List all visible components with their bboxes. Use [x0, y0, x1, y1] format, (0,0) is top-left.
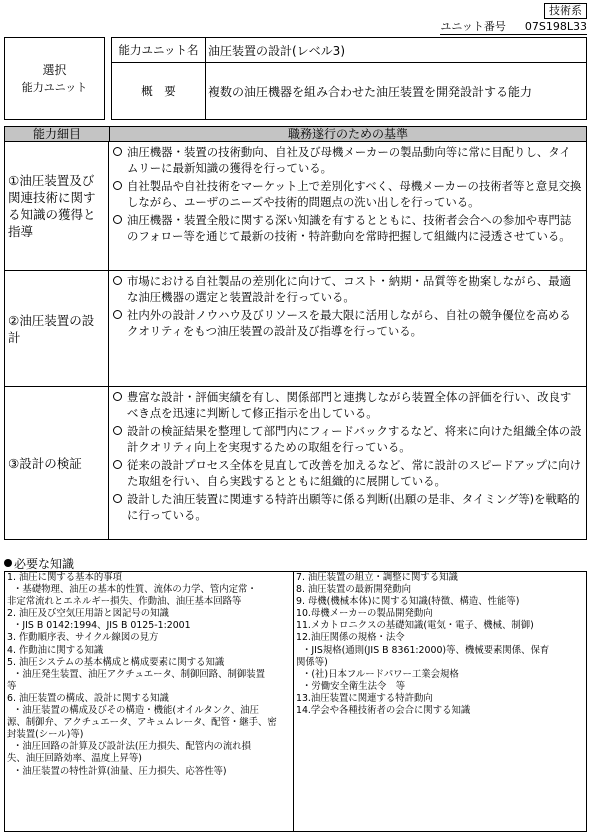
criterion-item: [110, 273, 582, 305]
knowledge-line: ・JIS B 0142:1994、JIS B 0125-1:2001: [13, 620, 191, 632]
skill-row-3: [5, 387, 586, 539]
unit-number-underline: [440, 34, 587, 35]
knowledge-line: 封装置(シール)等): [7, 729, 84, 741]
knowledge-line: 源、制御弁、アクチュエータ、アキュムレータ、配管・継手、密: [7, 717, 277, 729]
skill-criteria-list: [110, 389, 582, 525]
knowledge-line: 9. 母機(機械本体)に関する知識(特徴、構造、性能等): [296, 596, 520, 608]
knowledge-line: 14.学会や各種技術者の会合に関する知識: [296, 705, 471, 717]
knowledge-line: ・油圧回路の計算及び設計法(圧力損失、配管内の流れ損: [13, 741, 252, 753]
knowledge-line: 失、油圧回路効率、温度上昇等): [7, 753, 142, 765]
skills-table: [4, 126, 587, 540]
knowledge-left-column: [5, 572, 293, 778]
knowledge-title: [4, 557, 74, 572]
unit-number-value: 07S198L33: [524, 20, 587, 33]
summary-value: 複数の油圧機器を組み合わせた油圧装置を開発設計する能力: [208, 84, 533, 99]
knowledge-line: 5. 油圧システムの基本構成と構成要素に関する知識: [7, 656, 225, 668]
knowledge-line: 12.油圧関係の規格・法令: [296, 632, 405, 644]
knowledge-line: ・基礎物理、油圧の基本的性質、流体の力学、管内定常・: [13, 584, 257, 596]
knowledge-line: 1. 油圧に関する基本的事項: [7, 572, 123, 583]
circle-bullet-icon: [113, 310, 122, 319]
knowledge-line: ・労働安全衛生法令 等: [302, 680, 406, 692]
circle-bullet-icon: [113, 147, 122, 156]
knowledge-line: 6. 油圧装置の構成、設計に関する知識: [7, 692, 169, 704]
circle-bullet-icon: [113, 460, 122, 469]
knowledge-line: 2. 油圧及び空気圧用語と図記号の知識: [7, 608, 169, 620]
unit-name-row: [112, 38, 586, 63]
knowledge-line: ・(社)日本フルードパワー工業会規格: [302, 668, 459, 680]
knowledge-table: [4, 571, 587, 832]
criterion-item: [110, 423, 582, 455]
knowledge-line: 関係等): [296, 656, 328, 668]
criterion-text: 従来の設計プロセス全体を見直して改善を加えるなど、常に設計のスピードアップに向けた取組を行い、自ら実践するとともに組織的に展開している。: [127, 458, 582, 488]
unit-number: [430, 20, 587, 34]
unit-number-label: ユニット番号: [440, 20, 506, 33]
summary-row: [112, 63, 586, 119]
criterion-item: [110, 307, 582, 339]
skill-criteria-list: [110, 273, 582, 341]
summary-label-text: 概 要: [141, 84, 176, 98]
circle-bullet-icon: [113, 276, 122, 285]
criterion-item: [110, 491, 582, 523]
unit-name-label: 能力ユニット名: [112, 38, 206, 62]
criterion-text: 設計の検証結果を整理して部門内にフィードバックするなど、将来に向けた組織全体の設計クオリティ向上を実現するための取組を行っている。: [127, 424, 582, 454]
summary-label: [112, 63, 206, 119]
knowledge-line: 13.油圧装置に関連する特許動向: [296, 692, 433, 704]
criterion-text: 豊富な設計・評価実績を有し、関係部門と連携しながら装置全体の評価を行い、改良すべき点を迅速に判断して修正指示を出している。: [127, 390, 572, 420]
knowledge-title-text: 必要な知識: [14, 557, 75, 571]
knowledge-line: ・油圧発生装置、油圧アクチュエータ、制御回路、制御装置: [13, 668, 266, 680]
skill-category: ②油圧装置の設計: [5, 271, 109, 386]
selection-unit-box: [4, 37, 105, 120]
knowledge-line: ・JIS規格(通則(JIS B 8361:2000)等、機械要素関係、保育: [302, 644, 550, 656]
knowledge-line: 11.メカトロニクスの基礎知識(電気・電子、機械、制御): [296, 620, 534, 632]
knowledge-line: 10.母機メーカーの製品開発動向: [296, 608, 433, 620]
knowledge-line: 等: [7, 680, 17, 692]
category-tag: 技術系: [544, 3, 587, 19]
skill-row-1: [5, 142, 586, 271]
knowledge-line: 7. 油圧装置の組立・調整に関する知識: [296, 572, 458, 583]
unit-info-table: [111, 37, 587, 120]
selection-subtitle: 能力ユニット: [21, 80, 88, 94]
black-dot-icon: [4, 559, 12, 567]
criterion-text: 市場における自社製品の差別化に向けて、コスト・納期・品質等を勘案しながら、最適な油圧機器の選定と装置設計を行っている。: [127, 274, 572, 304]
criterion-item: [110, 389, 582, 421]
skills-header-left: 能力細目: [5, 127, 110, 141]
criterion-item: [110, 178, 582, 210]
criterion-item: [110, 212, 582, 244]
criterion-text: 油圧機器・装置全般に関する深い知識を有するとともに、技術者会合への参加や専門誌のフォロー等を通じて最新の技術・特許動向を常時把握して組織内に浸透させている。: [127, 213, 572, 243]
skill-category: ③設計の検証: [5, 387, 109, 539]
circle-bullet-icon: [113, 494, 122, 503]
criterion-text: 社内外の設計ノウハウ及びリソースを最大限に活用しながら、自社の競争優位を高めるクオリティをもつ油圧装置の設計及び指導を行っている。: [127, 308, 571, 338]
knowledge-line: 非定常流れとエネルギー損失、作動油、油圧基本回路等: [7, 596, 242, 608]
knowledge-line: 3. 作動順序表、サイクル線図の見方: [7, 632, 159, 644]
knowledge-line: 8. 油圧装置の最新開発動向: [296, 584, 412, 596]
circle-bullet-icon: [113, 426, 122, 435]
skill-category: ①油圧装置及び関連技術に関する知識の獲得と指導: [5, 142, 109, 270]
circle-bullet-icon: [113, 392, 122, 401]
skills-header-right: 職務遂行のための基準: [287, 127, 408, 141]
unit-name-value: 油圧装置の設計(レベル3): [208, 43, 345, 58]
circle-bullet-icon: [113, 181, 122, 190]
knowledge-line: ・油圧装置の特性計算(油量、圧力損失、応答性等): [13, 765, 227, 777]
knowledge-line: 4. 作動油に関する知識: [7, 644, 104, 656]
knowledge-right-column: [294, 572, 586, 717]
skill-row-2: [5, 271, 586, 387]
criterion-text: 自社製品や自社技術をマーケット上で差別化すべく、母機メーカーの技術者等と意見交換しながら、ユーザのニーズや技術的問題点の洗い出しを行っている。: [127, 179, 582, 209]
circle-bullet-icon: [113, 215, 122, 224]
selection-title: 選択: [42, 62, 67, 77]
skill-criteria-list: [110, 144, 582, 246]
criterion-item: [110, 144, 582, 176]
criterion-item: [110, 457, 582, 489]
criterion-text: 設計した油圧装置に関連する特許出願等に係る判断(出願の是非、タイミング等)を戦略的に行っている。: [127, 492, 580, 522]
skills-header: [5, 127, 586, 142]
knowledge-line: ・油圧装置の構成及びその構造・機能(オイルタンク、油圧: [13, 705, 260, 717]
criterion-text: 油圧機器・装置の技術動向、自社及び母機メーカーの製品動向等に常に目配りし、タイムリーに最新知識の獲得を行っている。: [127, 145, 571, 175]
